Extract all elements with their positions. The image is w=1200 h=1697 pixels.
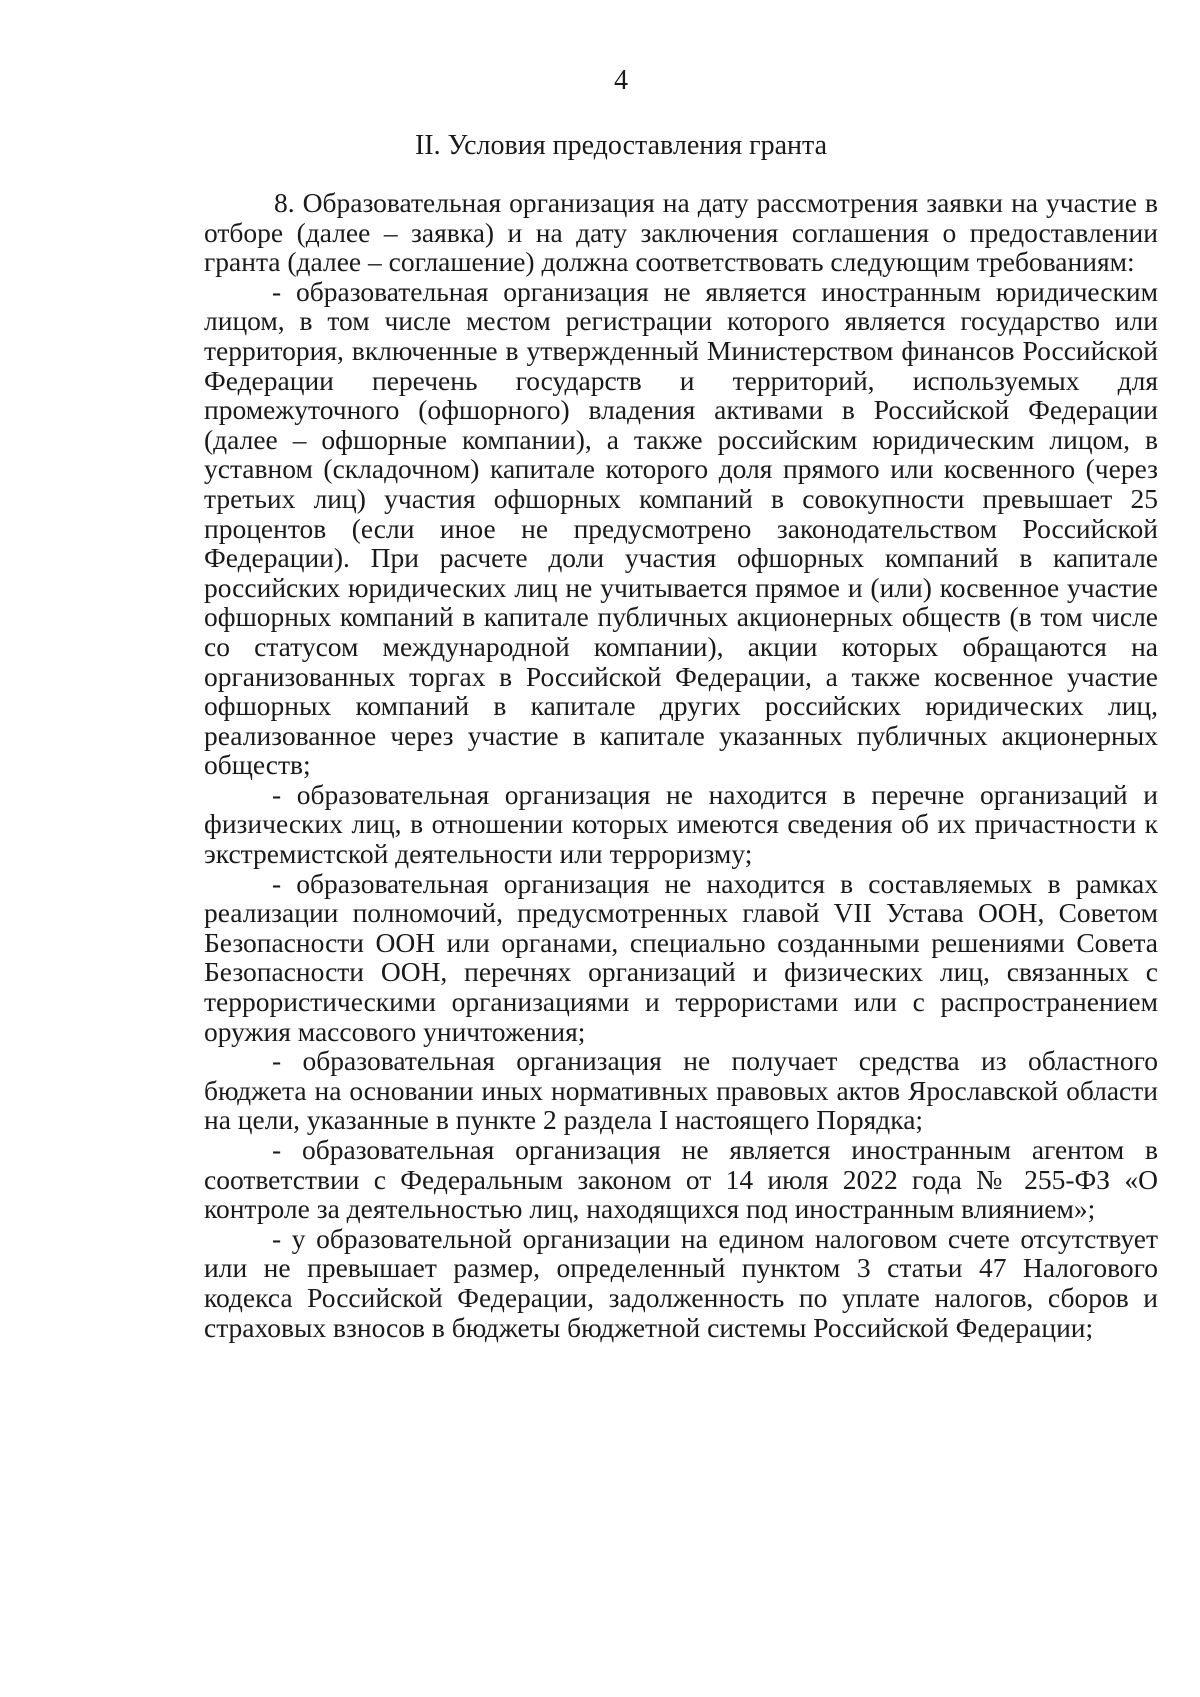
page-number: 4: [614, 65, 628, 96]
requirement-foreign-agent: - образовательная организация не является иностранным агентом в соответствии с Федеральным законом от 14 июля 2022 года № 255-ФЗ «О контроле за деятельностью лиц, находящихся под иностранным влиянием»;: [204, 1134, 1158, 1225]
requirement-tax-debt: - у образовательной организации на едином налоговом счете отсутствует или не превышает размер, определенный пунктом 3 статьи 47 Налогового кодекса Российской Федерации, задолженность по уплате налогов, сборов и страховых взносов в бюджеты бюджетной системы Российской Федерации;: [204, 1222, 1158, 1343]
requirement-offshore: - образовательная организация не является иностранным юридическим лицом, в том числе местом регистрации которого является государство или территория, включенные в утвержденный Министерством финансов Российской Федерации перечень государств и территорий, используемых для промежуточного (офшорного) владения активами в Российской Федерации (далее – офшорные компании), а также российским юридическим лицом, в уставном (складочном) капитале которого доля прямого или косвенного (через третьих лиц) участия офшорных компаний в совокупности превышает 25 процентов (если иное не предусмотрено законодательством Российской Федерации). При расчете доли участия офшорных компаний в капитале российских юридических лиц не учитывается прямое и (или) косвенное участие офшорных компаний в капитале публичных акционерных обществ (в том числе со статусом международной компании), акции которых обращаются на организованных торгах в Российской Федерации, а также косвенное участие офшорных компаний в капитале других российских юридических лиц, реализованное через участие в капитале указанных публичных акционерных обществ;: [204, 275, 1158, 781]
requirement-extremism-list: - образовательная организация не находится в перечне организаций и физических лиц, в отношении которых имеются сведения об их причастности к экстремистской деятельности или терроризму;: [204, 778, 1158, 870]
paragraph-8-intro: 8. Образовательная организация на дату рассмотрения заявки на участие в отборе (далее – заявка) и на дату заключения соглашения о предоставлении гранта (далее – соглашение) должна соответствовать следующим требованиям:: [204, 187, 1158, 278]
section-title: II. Условия предоставления гранта: [414, 130, 827, 161]
requirement-no-other-funding: - образовательная организация не получает средства из областного бюджета на основании иных нормативных правовых актов Ярославской области на цели, указанные в пункте 2 раздела I настоящего Порядка;: [204, 1045, 1158, 1136]
requirement-un-sanctions-list: - образовательная организация не находится в составляемых в рамках реализации полномочий, предусмотренных главой VII Устава ООН, Советом Безопасности ООН или органами, специально созданными решениями Совета Безопасности ООН, перечнях организаций и физических лиц, связанных с террористическими организациями и террористами или с распространением оружия массового уничтожения;: [204, 867, 1158, 1047]
document-body: [204, 188, 1158, 1342]
